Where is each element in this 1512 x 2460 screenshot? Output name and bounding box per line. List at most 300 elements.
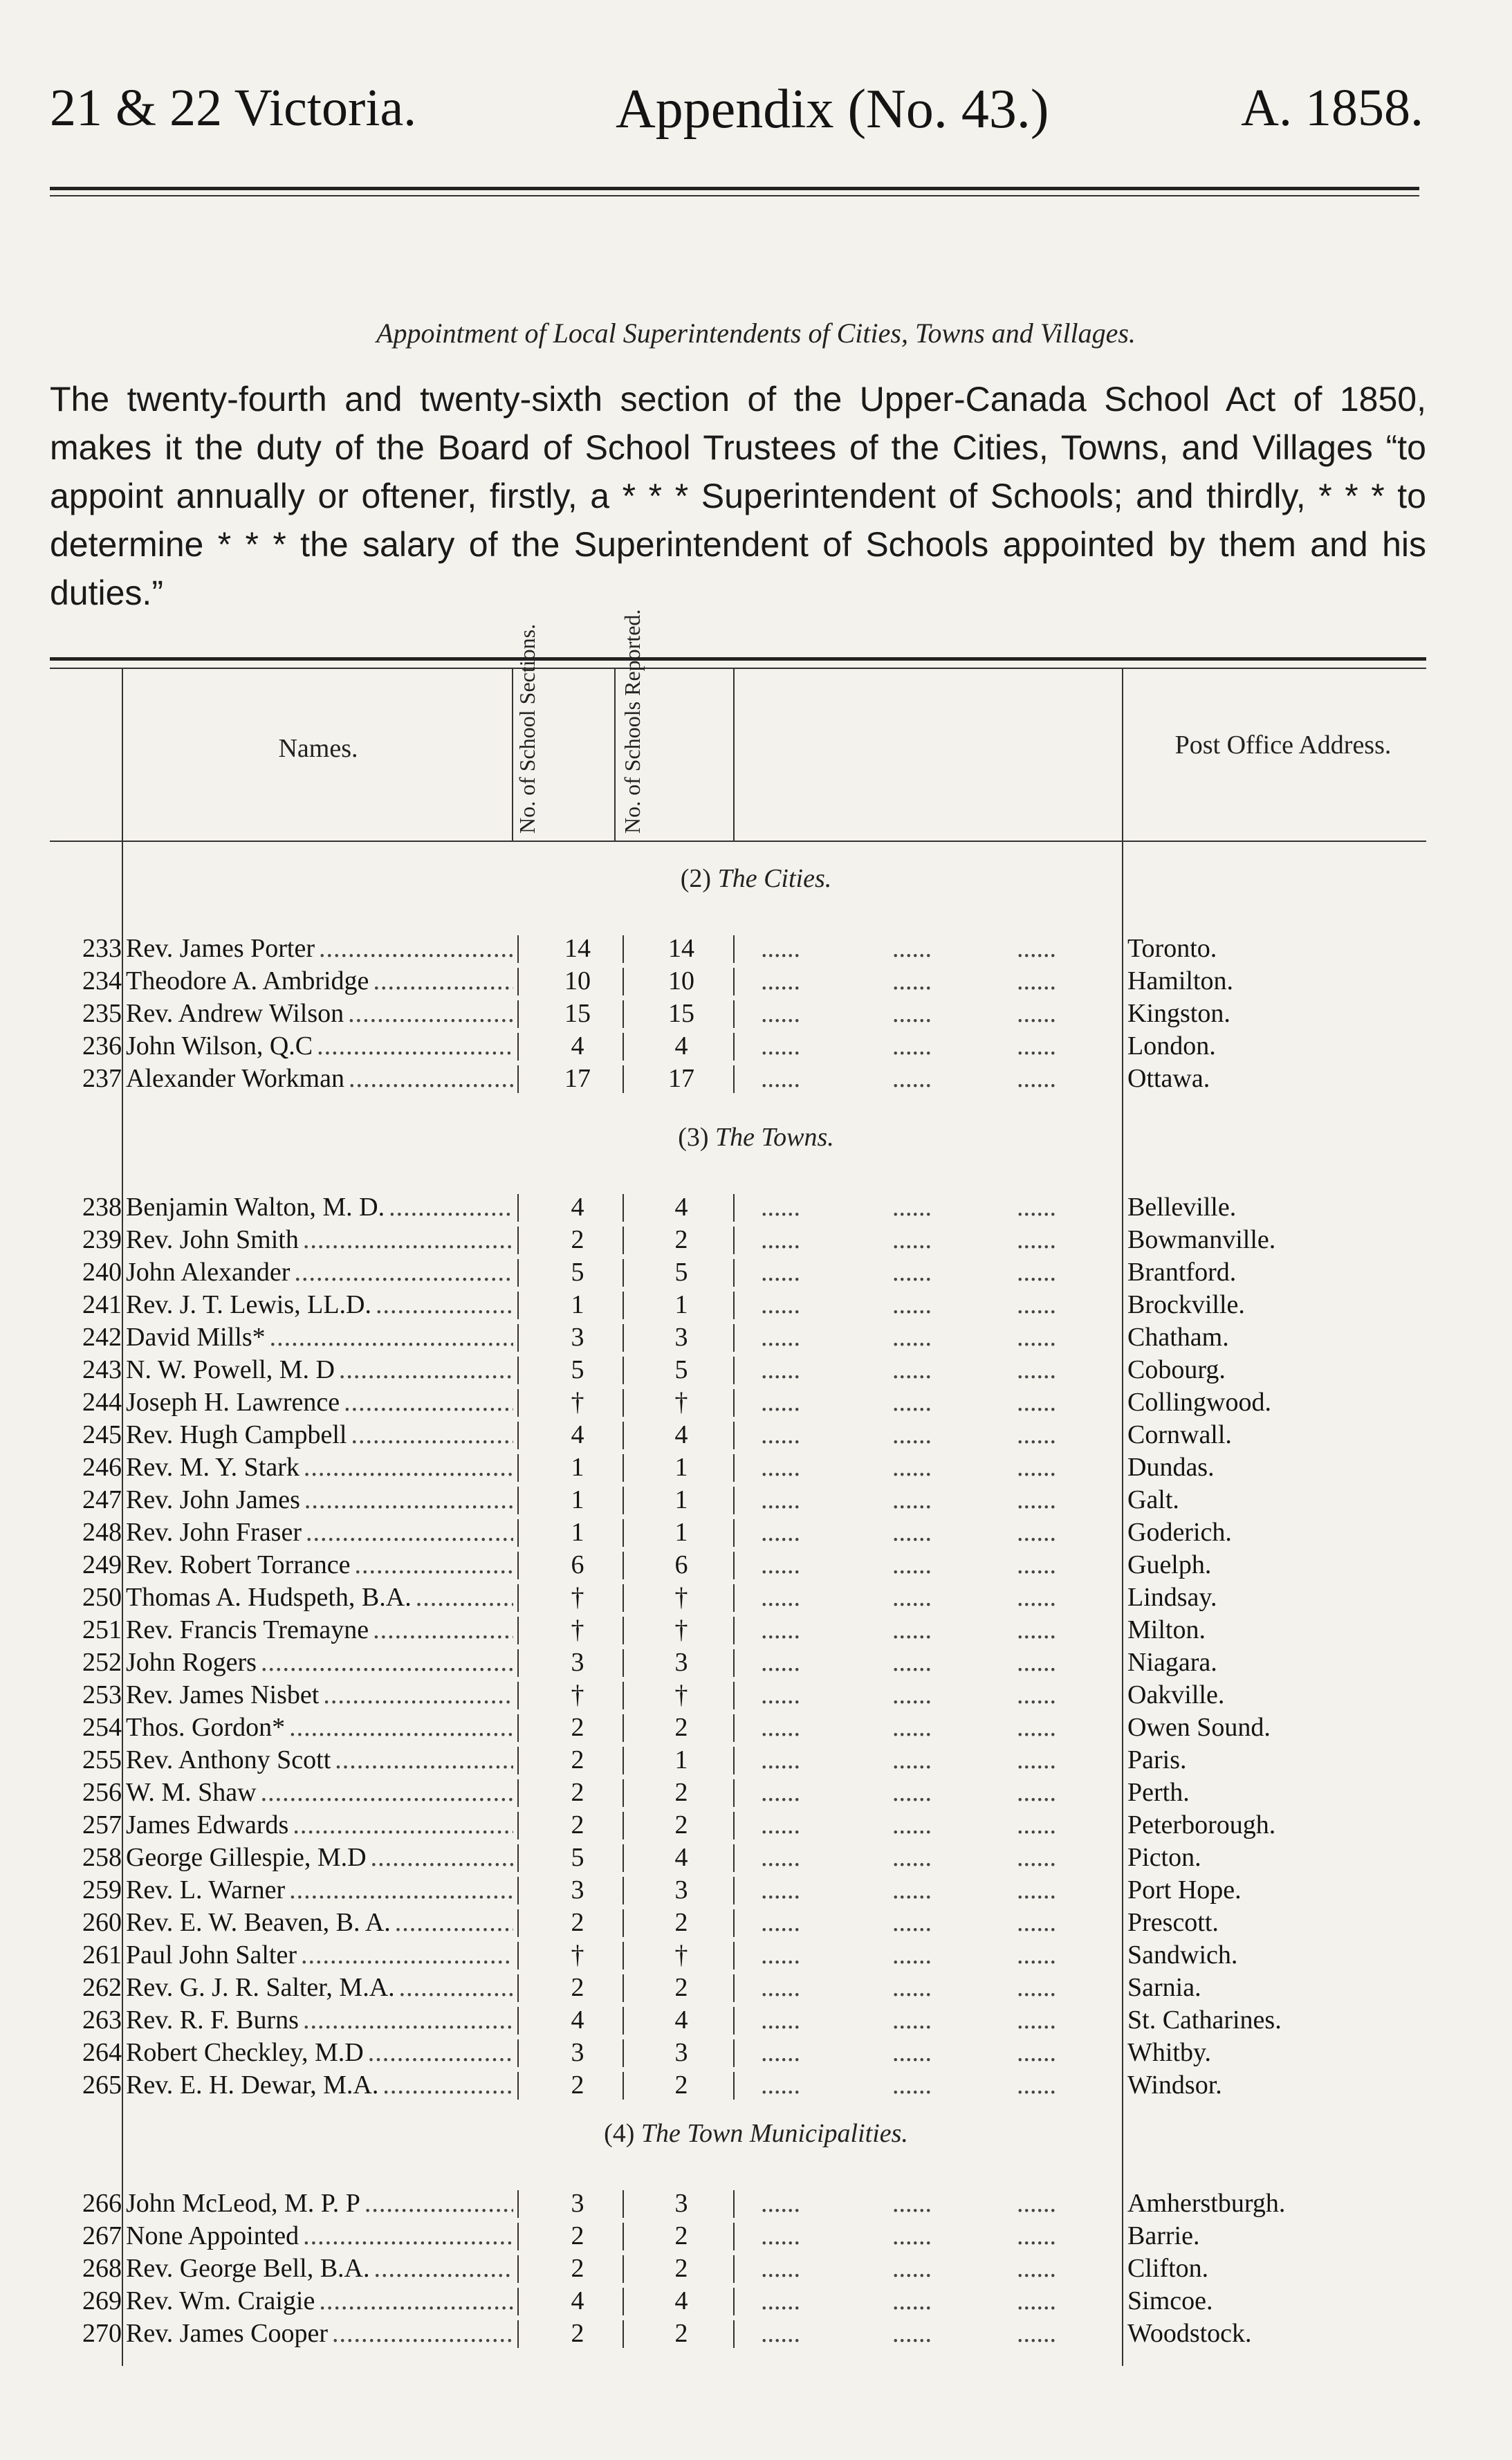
schools-reported-count: 17 xyxy=(668,1064,694,1093)
schools-reported-count: 3 xyxy=(674,2189,688,2218)
column-rule xyxy=(517,1422,519,1449)
header-rule-thin xyxy=(50,195,1419,196)
superintendent-name: Thos. Gordon* ..... xyxy=(126,1711,513,1744)
school-sections-count: 5 xyxy=(571,1258,584,1287)
column-rule xyxy=(623,1065,624,1093)
row-number: 260 xyxy=(82,1908,122,1937)
column-rule xyxy=(623,2223,624,2250)
table-row xyxy=(0,1321,1512,1354)
table-row xyxy=(0,1451,1512,1484)
school-sections-count: 3 xyxy=(571,2189,584,2218)
post-office-address: Picton. xyxy=(1127,1843,1201,1872)
post-office-address: Peterborough. xyxy=(1127,1810,1276,1839)
column-rule xyxy=(623,1357,624,1384)
table-row xyxy=(0,1030,1512,1063)
column-rule xyxy=(733,2320,735,2348)
header-post-office-address: Post Office Address. xyxy=(1174,731,1392,760)
column-rule xyxy=(733,1682,735,1709)
row-number: 243 xyxy=(82,1355,122,1384)
post-office-address: Paris. xyxy=(1127,1745,1187,1774)
table-row xyxy=(0,1679,1512,1711)
superintendent-name: John Rogers ..... xyxy=(126,1646,513,1679)
superintendent-name: Rev. John James ..... xyxy=(126,1484,513,1516)
column-rule xyxy=(517,1324,519,1352)
leader-dots: ...... xyxy=(761,1940,800,1970)
column-rule xyxy=(517,1747,519,1774)
post-office-address: Oakville. xyxy=(1127,1680,1225,1709)
leader-dots: ...... xyxy=(761,999,800,1028)
leader-dots: ...... xyxy=(892,2189,932,2218)
row-number: 246 xyxy=(82,1453,122,1482)
column-rule xyxy=(623,1779,624,1807)
schools-reported-count: 1 xyxy=(674,1518,688,1547)
leader-dots: ...... xyxy=(892,1583,932,1612)
leader-dots: ...... xyxy=(761,1550,800,1579)
leader-dots: ...... xyxy=(1017,2005,1056,2035)
row-number: 270 xyxy=(82,2319,122,2348)
leader-dots: ...... xyxy=(761,1485,800,1514)
header-rule xyxy=(50,187,1419,190)
post-office-address: Guelph. xyxy=(1127,1550,1212,1579)
column-rule xyxy=(517,1259,519,1287)
row-number: 242 xyxy=(82,1323,122,1352)
header-appendix: Appendix (No. 43.) xyxy=(616,79,1049,140)
column-rule xyxy=(733,1974,735,2002)
table-row xyxy=(0,1842,1512,1874)
leader-dots: ...... xyxy=(761,1973,800,2002)
column-rule xyxy=(623,2288,624,2315)
column-rule xyxy=(517,1844,519,1872)
column-rule xyxy=(517,1389,519,1417)
leader-dots: ...... xyxy=(761,2189,800,2218)
leader-dots: ...... xyxy=(1017,1225,1056,1254)
leader-dots: ...... xyxy=(1017,1973,1056,2002)
leader-dots: ...... xyxy=(1017,1615,1056,1644)
table-row xyxy=(0,1711,1512,1744)
schools-reported-count: 1 xyxy=(674,1453,688,1482)
post-office-address: Cornwall. xyxy=(1127,1420,1232,1449)
table-row xyxy=(0,1256,1512,1289)
post-office-address: Galt. xyxy=(1127,1485,1179,1514)
leader-dots: ...... xyxy=(761,1258,800,1287)
leader-dots: ...... xyxy=(1017,1485,1056,1514)
school-sections-count: 5 xyxy=(571,1843,584,1872)
leader-dots: ...... xyxy=(892,1550,932,1579)
column-divider-name xyxy=(512,668,513,841)
leader-dots: ...... xyxy=(892,1064,932,1093)
column-rule xyxy=(733,2288,735,2315)
column-rule xyxy=(733,2007,735,2035)
school-sections-count: 2 xyxy=(571,1810,584,1839)
school-sections-count: 3 xyxy=(571,1875,584,1904)
row-number: 259 xyxy=(82,1875,122,1904)
leader-dots: ...... xyxy=(892,2254,932,2283)
column-rule xyxy=(517,1779,519,1807)
column-rule xyxy=(733,2072,735,2100)
leader-dots: ...... xyxy=(892,2319,932,2348)
table-row xyxy=(0,1549,1512,1581)
leader-dots: ...... xyxy=(761,1615,800,1644)
table-row xyxy=(0,1939,1512,1972)
leader-dots: ...... xyxy=(892,1908,932,1937)
school-sections-count: 2 xyxy=(571,2319,584,2348)
table-row xyxy=(0,1581,1512,1614)
leader-dots: ...... xyxy=(761,2254,800,2283)
table-top-rule xyxy=(50,657,1426,661)
column-rule xyxy=(517,1292,519,1319)
school-sections-count: 2 xyxy=(571,1713,584,1742)
schools-reported-count: 2 xyxy=(674,2221,688,2250)
leader-dots: ...... xyxy=(1017,1745,1056,1774)
schools-reported-count: 5 xyxy=(674,1258,688,1287)
superintendent-name: Rev. M. Y. Stark ..... xyxy=(126,1451,513,1484)
table-row xyxy=(0,998,1512,1030)
leader-dots: ...... xyxy=(892,934,932,963)
column-rule xyxy=(623,935,624,963)
table-row xyxy=(0,965,1512,998)
column-rule xyxy=(517,1357,519,1384)
post-office-address: Cobourg. xyxy=(1127,1355,1226,1384)
school-sections-count: † xyxy=(571,1940,584,1970)
column-rule xyxy=(623,1649,624,1677)
schools-reported-count: 3 xyxy=(674,1323,688,1352)
school-sections-count: 1 xyxy=(571,1290,584,1319)
schools-reported-count: † xyxy=(674,1615,688,1644)
column-rule xyxy=(733,1324,735,1352)
school-sections-count: 4 xyxy=(571,1031,584,1061)
header-names: Names. xyxy=(278,734,358,763)
leader-dots: ...... xyxy=(892,1973,932,2002)
table-row xyxy=(0,2037,1512,2069)
post-office-address: Whitby. xyxy=(1127,2038,1212,2067)
school-sections-count: 2 xyxy=(571,2221,584,2250)
table-row xyxy=(0,1777,1512,1809)
post-office-address: Barrie. xyxy=(1127,2221,1200,2250)
leader-dots: ...... xyxy=(1017,1064,1056,1093)
column-rule xyxy=(623,1259,624,1287)
leader-dots: ...... xyxy=(1017,999,1056,1028)
leader-dots: ...... xyxy=(1017,1355,1056,1384)
superintendent-name: Rev. J. T. Lewis, LL.D. ..... xyxy=(126,1289,513,1321)
column-rule xyxy=(623,1974,624,2002)
column-rule xyxy=(517,1000,519,1028)
superintendent-name: Rev. E. H. Dewar, M.A. ..... xyxy=(126,2069,513,2102)
post-office-address: Chatham. xyxy=(1127,1323,1229,1352)
column-rule xyxy=(623,1487,624,1514)
superintendent-name: W. M. Shaw ..... xyxy=(126,1777,513,1809)
column-rule xyxy=(733,1065,735,1093)
schools-reported-count: 1 xyxy=(674,1485,688,1514)
column-rule xyxy=(623,1714,624,1742)
superintendent-name: Rev. Wm. Craigie ..... xyxy=(126,2285,513,2317)
column-rule xyxy=(733,1422,735,1449)
schools-reported-count: 5 xyxy=(674,1355,688,1384)
leader-dots: ...... xyxy=(1017,1583,1056,1612)
header-schools-reported: No. of Schools Reported. xyxy=(620,609,645,834)
row-number: 255 xyxy=(82,1745,122,1774)
schools-reported-count: † xyxy=(674,1680,688,1709)
school-sections-count: 3 xyxy=(571,1323,584,1352)
table-row xyxy=(0,1614,1512,1646)
column-rule xyxy=(733,1389,735,1417)
leader-dots: ...... xyxy=(1017,1323,1056,1352)
leader-dots: ...... xyxy=(892,1680,932,1709)
column-rule xyxy=(517,1487,519,1514)
schools-reported-count: 1 xyxy=(674,1290,688,1319)
leader-dots: ...... xyxy=(761,1420,800,1449)
leader-dots: ...... xyxy=(761,1225,800,1254)
leader-dots: ...... xyxy=(892,1713,932,1742)
row-number: 267 xyxy=(82,2221,122,2250)
column-rule xyxy=(517,1942,519,1970)
leader-dots: ...... xyxy=(1017,1031,1056,1061)
header-year: A. 1858. xyxy=(1241,79,1423,137)
column-rule xyxy=(623,1909,624,1937)
schools-reported-count: † xyxy=(674,1388,688,1417)
leader-dots: ...... xyxy=(761,1290,800,1319)
table-top-rule-thin xyxy=(50,668,1426,669)
post-office-address: Collingwood. xyxy=(1127,1388,1271,1417)
post-office-address: Owen Sound. xyxy=(1127,1713,1271,1742)
school-sections-count: 10 xyxy=(564,966,591,995)
leader-dots: ...... xyxy=(761,2221,800,2250)
column-rule xyxy=(517,1065,519,1093)
post-office-address: Ottawa. xyxy=(1127,1064,1210,1093)
table-row xyxy=(0,1907,1512,1939)
column-rule xyxy=(517,1877,519,1904)
column-rule xyxy=(733,1812,735,1839)
post-office-address: London. xyxy=(1127,1031,1216,1061)
leader-dots: ...... xyxy=(1017,1290,1056,1319)
leader-dots: ...... xyxy=(1017,1193,1056,1222)
superintendent-name: James Edwards ..... xyxy=(126,1809,513,1842)
column-rule xyxy=(623,2007,624,2035)
post-office-address: Milton. xyxy=(1127,1615,1206,1644)
leader-dots: ...... xyxy=(761,1355,800,1384)
column-rule xyxy=(733,1357,735,1384)
school-sections-count: 5 xyxy=(571,1355,584,1384)
superintendent-name: N. W. Powell, M. D ..... xyxy=(126,1354,513,1386)
column-rule xyxy=(517,2072,519,2100)
row-number: 240 xyxy=(82,1258,122,1287)
column-rule xyxy=(733,1519,735,1547)
leader-dots: ...... xyxy=(1017,934,1056,963)
table-row xyxy=(0,1224,1512,1256)
row-number: 253 xyxy=(82,1680,122,1709)
school-sections-count: † xyxy=(571,1680,584,1709)
superintendent-name: Rev. E. W. Beaven, B. A. ..... xyxy=(126,1907,513,1939)
school-sections-count: 14 xyxy=(564,934,591,963)
row-number: 250 xyxy=(82,1583,122,1612)
column-rule xyxy=(733,1000,735,1028)
column-rule xyxy=(623,1552,624,1579)
leader-dots: ...... xyxy=(892,2221,932,2250)
leader-dots: ...... xyxy=(1017,1713,1056,1742)
section-heading: (4) The Town Municipalities. xyxy=(604,2119,908,2148)
column-rule xyxy=(623,968,624,995)
table-row xyxy=(0,1354,1512,1386)
schools-reported-count: † xyxy=(674,1940,688,1970)
column-rule xyxy=(733,1259,735,1287)
schools-reported-count: 4 xyxy=(674,1420,688,1449)
leader-dots: ...... xyxy=(892,1518,932,1547)
leader-dots: ...... xyxy=(761,1323,800,1352)
post-office-address: Sandwich. xyxy=(1127,1940,1238,1970)
row-number: 235 xyxy=(82,999,122,1028)
school-sections-count: 15 xyxy=(564,999,591,1028)
leader-dots: ...... xyxy=(761,1843,800,1872)
post-office-address: Bowmanville. xyxy=(1127,1225,1276,1254)
superintendent-name: John Alexander ..... xyxy=(126,1256,513,1289)
leader-dots: ...... xyxy=(761,1875,800,1904)
column-rule xyxy=(623,1454,624,1482)
leader-dots: ...... xyxy=(1017,2071,1056,2100)
table-row xyxy=(0,1419,1512,1451)
leader-dots: ...... xyxy=(761,1713,800,1742)
leader-dots: ...... xyxy=(1017,1778,1056,1807)
row-number: 261 xyxy=(82,1940,122,1970)
schools-reported-count: 14 xyxy=(668,934,694,963)
leader-dots: ...... xyxy=(892,2071,932,2100)
school-sections-count: 4 xyxy=(571,2005,584,2035)
column-rule xyxy=(517,2320,519,2348)
row-number: 233 xyxy=(82,934,122,963)
superintendent-name: Rev. G. J. R. Salter, M.A. ..... xyxy=(126,1972,513,2004)
school-sections-count: 2 xyxy=(571,1778,584,1807)
row-number: 252 xyxy=(82,1648,122,1677)
row-number: 251 xyxy=(82,1615,122,1644)
table-row xyxy=(0,1386,1512,1419)
superintendent-name: Rev. Robert Torrance ..... xyxy=(126,1549,513,1581)
column-rule xyxy=(623,1292,624,1319)
post-office-address: Kingston. xyxy=(1127,999,1230,1028)
leader-dots: ...... xyxy=(892,1940,932,1970)
post-office-address: Goderich. xyxy=(1127,1518,1232,1547)
schools-reported-count: 4 xyxy=(674,1843,688,1872)
leader-dots: ...... xyxy=(761,2286,800,2315)
superintendent-name: Thomas A. Hudspeth, B.A. ..... xyxy=(126,1581,513,1614)
superintendent-name: Rev. Hugh Campbell ..... xyxy=(126,1419,513,1451)
school-sections-count: 2 xyxy=(571,1225,584,1254)
leader-dots: ...... xyxy=(761,1908,800,1937)
column-rule xyxy=(517,968,519,995)
column-rule xyxy=(733,2255,735,2283)
schools-reported-count: 2 xyxy=(674,1810,688,1839)
school-sections-count: 2 xyxy=(571,2254,584,2283)
superintendent-name: Rev. George Bell, B.A. ..... xyxy=(126,2252,513,2285)
column-rule xyxy=(623,1877,624,1904)
post-office-address: Amherstburgh. xyxy=(1127,2189,1286,2218)
column-rule xyxy=(733,1033,735,1061)
superintendent-name: Rev. Francis Tremayne ..... xyxy=(126,1614,513,1646)
leader-dots: ...... xyxy=(1017,2254,1056,2283)
post-office-address: Lindsay. xyxy=(1127,1583,1217,1612)
leader-dots: ...... xyxy=(892,1420,932,1449)
schools-reported-count: 3 xyxy=(674,2038,688,2067)
leader-dots: ...... xyxy=(892,1258,932,1287)
row-number: 257 xyxy=(82,1810,122,1839)
column-rule xyxy=(733,968,735,995)
leader-dots: ...... xyxy=(892,2286,932,2315)
leader-dots: ...... xyxy=(892,966,932,995)
section-heading: (2) The Cities. xyxy=(680,864,832,893)
row-number: 269 xyxy=(82,2286,122,2315)
column-rule xyxy=(623,1033,624,1061)
leader-dots: ...... xyxy=(1017,1258,1056,1287)
superintendent-name: Rev. John Fraser ..... xyxy=(126,1516,513,1549)
row-number: 244 xyxy=(82,1388,122,1417)
table-row xyxy=(0,1744,1512,1777)
column-rule xyxy=(517,1714,519,1742)
row-number: 249 xyxy=(82,1550,122,1579)
column-rule xyxy=(733,1454,735,1482)
post-office-address: Toronto. xyxy=(1127,934,1217,963)
column-rule xyxy=(623,2255,624,2283)
table-row xyxy=(0,2285,1512,2317)
post-office-address: Sarnia. xyxy=(1127,1973,1201,2002)
post-office-address: Brockville. xyxy=(1127,1290,1245,1319)
column-rule xyxy=(623,1844,624,1872)
table-row xyxy=(0,2187,1512,2220)
school-sections-count: 3 xyxy=(571,1648,584,1677)
school-sections-count: 4 xyxy=(571,1193,584,1222)
column-rule xyxy=(623,1519,624,1547)
leader-dots: ...... xyxy=(892,2005,932,2035)
table-row xyxy=(0,1646,1512,1679)
column-rule xyxy=(623,1682,624,1709)
table-row xyxy=(0,1516,1512,1549)
row-number: 238 xyxy=(82,1193,122,1222)
school-sections-count: 1 xyxy=(571,1453,584,1482)
table-row xyxy=(0,1874,1512,1907)
school-sections-count: 6 xyxy=(571,1550,584,1579)
column-rule xyxy=(517,2223,519,2250)
leader-dots: ...... xyxy=(892,1648,932,1677)
post-office-address: Clifton. xyxy=(1127,2254,1209,2283)
schools-reported-count: 15 xyxy=(668,999,694,1028)
row-number: 254 xyxy=(82,1713,122,1742)
column-rule xyxy=(517,2007,519,2035)
row-number: 239 xyxy=(82,1225,122,1254)
schools-reported-count: 2 xyxy=(674,2071,688,2100)
table-header-rule xyxy=(50,841,1426,842)
leader-dots: ...... xyxy=(761,1064,800,1093)
column-rule xyxy=(517,2039,519,2067)
leader-dots: ...... xyxy=(892,2038,932,2067)
superintendent-name: George Gillespie, M.D ..... xyxy=(126,1842,513,1874)
row-number: 256 xyxy=(82,1778,122,1807)
schools-reported-count: 4 xyxy=(674,1031,688,1061)
column-rule xyxy=(623,1227,624,1254)
superintendent-name: Rev. Anthony Scott ..... xyxy=(126,1744,513,1777)
leader-dots: ...... xyxy=(892,1355,932,1384)
superintendent-name: Rev. R. F. Burns ..... xyxy=(126,2004,513,2037)
leader-dots: ...... xyxy=(892,999,932,1028)
leader-dots: ...... xyxy=(892,1810,932,1839)
column-rule xyxy=(517,935,519,963)
column-rule xyxy=(733,1877,735,1904)
schools-reported-count: 4 xyxy=(674,2005,688,2035)
leader-dots: ...... xyxy=(1017,1908,1056,1937)
schools-reported-count: 2 xyxy=(674,1778,688,1807)
school-sections-count: 2 xyxy=(571,1973,584,2002)
column-rule xyxy=(733,1649,735,1677)
superintendent-name: Rev. James Nisbet ..... xyxy=(126,1679,513,1711)
schools-reported-count: 6 xyxy=(674,1550,688,1579)
leader-dots: ...... xyxy=(761,2005,800,2035)
column-rule xyxy=(733,2190,735,2218)
leader-dots: ...... xyxy=(1017,2221,1056,2250)
